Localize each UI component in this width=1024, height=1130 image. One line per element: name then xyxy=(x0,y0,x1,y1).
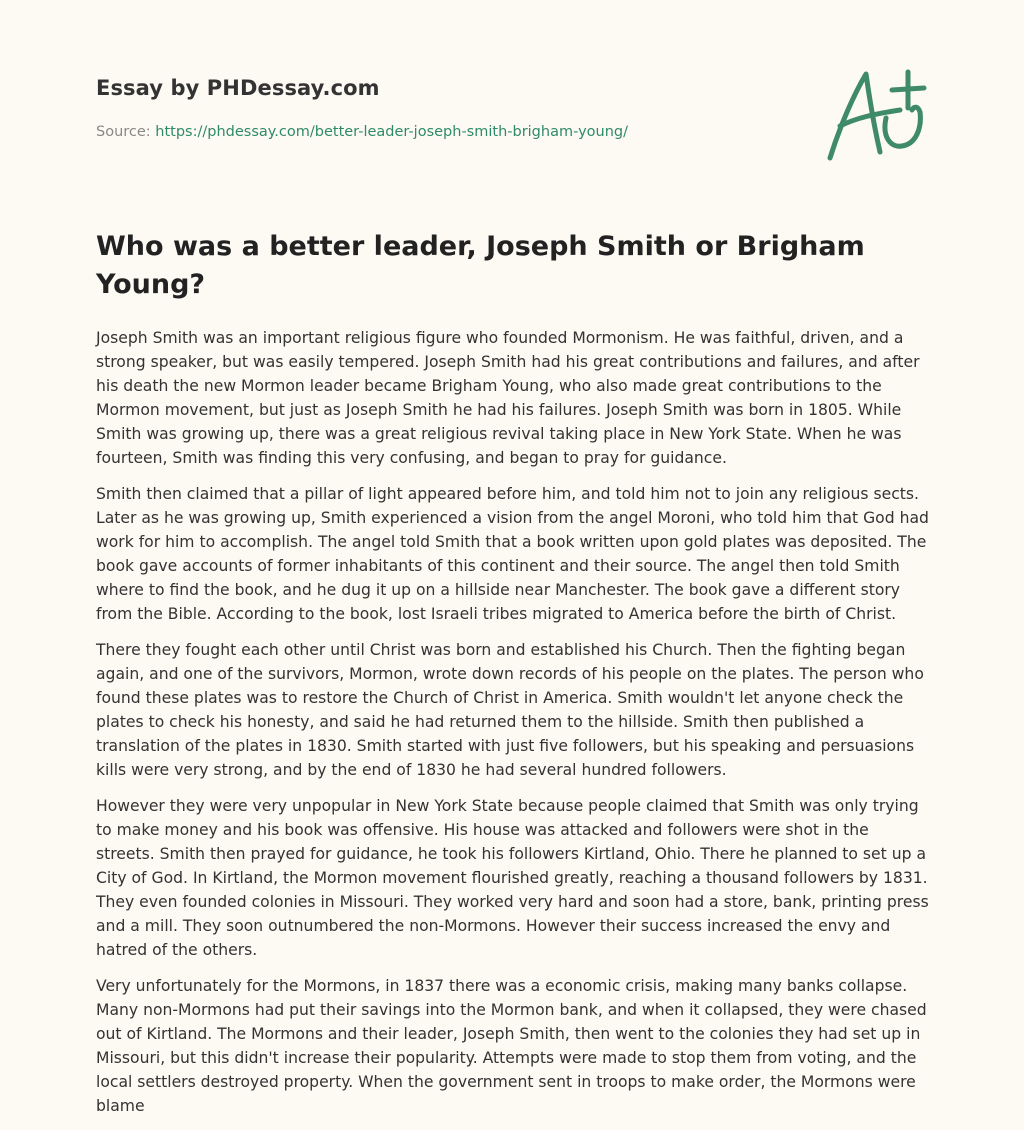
essay-paragraph-2: Smith then claimed that a pillar of light appeared before him, and told him not to join any religious sects. Later as he was growing up, Smith experienced a vision from the angel Moroni, who told him that God had work for him to accomplish. The angel told Smith that a book written upon gold plates was deposited. The book gave accounts of former inhabitants of this continent and their source. The angel then told Smith where to find the book, and he dug it up on a hillside near Manchester. The book gave a different story from the Bible. According to the book, lost Israeli tribes migrated to America before the birth of Christ. xyxy=(96,485,929,623)
essay-paragraph-1: Joseph Smith was an important religious figure who founded Mormonism. He was faithful, driven, and a strong speaker, but was easily tempered. Joseph Smith had his great contributions and failures, and after his death the new Mormon leader became Brigham Young, who also made great contributions to the Mormon movement, but just as Joseph Smith he had his failures. Joseph Smith was born in 1805. While Smith was growing up, there was a great religious revival taking place in New York State. When he was fourteen, Smith was finding this very confusing, and began to pray for guidance. xyxy=(96,329,920,467)
essay-paragraph-3: There they fought each other until Christ was born and established his Church. Then the fighting began again, and one of the survivors, Mormon, wrote down records of his people on the plates. The person who found these plates was to restore the Church of Christ in America. Smith wouldn't let anyone check the plates to check his honesty, and said he had returned them to the hillside. Smith then published a translation of the plates in 1830. Smith started with just five followers, but his speaking and persuasions kills were very strong, and by the end of 1830 he had several hundred followers. xyxy=(96,641,924,779)
essay-paragraph-5: Very unfortunately for the Mormons, in 1837 there was a economic crisis, making many banks collapse. Many non-Mormons had put their savings into the Mormon bank, and when it collapsed, they were chased out of Kirtland. The Mormons and their leader, Joseph Smith, then went to the colonies they had set up in Missouri, but this didn't increase their popularity. Attempts were made to stop them from voting, and the local settlers destroyed property. When the government sent in troops to make order, the Mormons were blame xyxy=(96,977,927,1115)
source-link[interactable]: https://phdessay.com/better-leader-joseph-smith-brigham-young/ xyxy=(155,124,628,140)
a-plus-logo-icon xyxy=(820,66,930,166)
essay-title: Who was a better leader, Joseph Smith or Brigham Young? xyxy=(96,231,865,300)
essay-paragraph-4: However they were very unpopular in New York State because people claimed that Smith was only trying to make money and his book was offensive. His house was attacked and followers were shot in the streets. Smith then prayed for guidance, he took his followers Kirtland, Ohio. There he planned to set up a City of God. In Kirtland, the Mormon movement flourished greatly, reaching a thousand followers by 1831. They even founded colonies in Missouri. They worked very hard and soon had a store, bank, printing press and a mill. They soon outnumbered the non-Mormons. However their success increased the envy and hatred of the others. xyxy=(96,797,929,959)
source-line xyxy=(96,124,628,140)
site-brand: Essay by PHDessay.com xyxy=(96,76,380,100)
source-label: Source: xyxy=(96,124,151,140)
essay-body xyxy=(96,326,932,1130)
